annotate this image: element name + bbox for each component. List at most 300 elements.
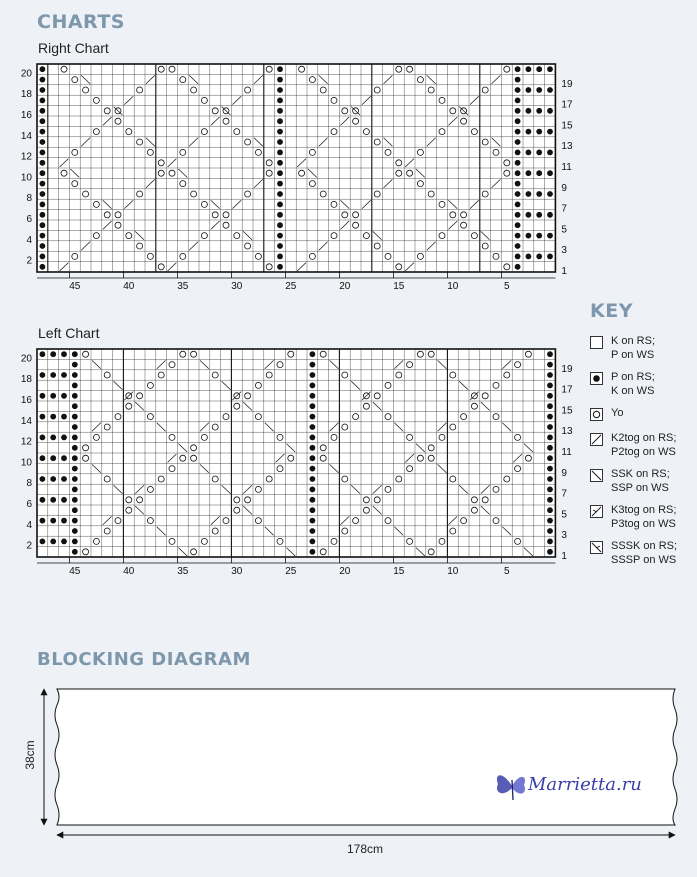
yarn-over-stitch <box>504 160 510 166</box>
yarn-over-stitch <box>482 87 488 93</box>
row-number-odd: 15 <box>561 405 573 417</box>
yarn-over-stitch <box>374 243 380 249</box>
yarn-over-stitch <box>493 253 499 259</box>
purl-stitch <box>72 362 78 368</box>
purl-stitch <box>547 362 553 368</box>
yarn-over-stitch <box>245 87 251 93</box>
yarn-over-stitch <box>407 66 413 72</box>
yarn-over-stitch <box>504 372 510 378</box>
yarn-over-stitch <box>439 233 445 239</box>
yarn-over-stitch <box>266 66 272 72</box>
yarn-over-stitch <box>83 87 89 93</box>
purl-stitch <box>277 222 283 228</box>
purl-stitch <box>40 243 46 249</box>
yarn-over-stitch <box>255 149 261 155</box>
purl-stitch <box>515 66 521 72</box>
yarn-over-stitch <box>212 424 218 430</box>
yarn-over-stitch <box>320 191 326 197</box>
purl-stitch <box>515 77 521 83</box>
row-number-even: 10 <box>20 457 32 469</box>
yarn-over-stitch <box>353 414 359 420</box>
yarn-over-stitch <box>320 549 326 555</box>
blocking-heading: BLOCKING DIAGRAM <box>37 649 251 670</box>
yarn-over-stitch <box>72 77 78 83</box>
height-label: 38cm <box>23 740 37 770</box>
yarn-over-stitch <box>374 497 380 503</box>
purl-stitch <box>40 77 46 83</box>
purl-stitch <box>547 233 553 239</box>
purl-stitch <box>40 351 46 357</box>
right-chart-title: Right Chart <box>38 40 109 56</box>
yarn-over-stitch <box>331 538 337 544</box>
yarn-over-stitch <box>191 455 197 461</box>
purl-stitch <box>277 233 283 239</box>
yarn-over-stitch <box>471 507 477 513</box>
key-item-ssk <box>590 467 690 497</box>
purl-stitch <box>40 254 46 260</box>
yarn-over-stitch <box>407 538 413 544</box>
purl-stitch <box>547 170 553 176</box>
yarn-over-stitch <box>353 222 359 228</box>
yarn-over-stitch <box>450 372 456 378</box>
purl-stitch <box>515 160 521 166</box>
yarn-over-stitch <box>450 108 456 114</box>
yarn-over-stitch <box>396 160 402 166</box>
purl-stitch <box>61 497 67 503</box>
yarn-over-stitch <box>407 362 413 368</box>
purl-stitch <box>547 455 553 461</box>
purl-stitch <box>526 87 532 93</box>
purl-stitch <box>526 170 532 176</box>
purl-stitch <box>277 202 283 208</box>
purl-stitch <box>515 191 521 197</box>
yarn-over-stitch <box>515 538 521 544</box>
purl-stitch <box>547 351 553 357</box>
purl-stitch <box>72 539 78 545</box>
row-number-even: 18 <box>20 374 32 386</box>
purl-stitch <box>277 108 283 114</box>
purl-stitch <box>515 150 521 156</box>
purl-stitch <box>61 455 67 461</box>
yarn-over-stitch <box>320 445 326 451</box>
yarn-over-stitch <box>450 424 456 430</box>
yarn-over-stitch <box>245 139 251 145</box>
yarn-over-stitch <box>363 233 369 239</box>
yarn-over-stitch <box>147 253 153 259</box>
yarn-over-stitch <box>201 129 207 135</box>
yarn-over-stitch <box>417 455 423 461</box>
yarn-over-stitch <box>137 87 143 93</box>
yarn-over-stitch <box>309 181 315 187</box>
stitch-number: 25 <box>285 566 297 577</box>
purl-stitch <box>526 254 532 260</box>
yarn-over-stitch <box>245 243 251 249</box>
yarn-over-stitch <box>525 455 531 461</box>
yarn-over-stitch <box>396 66 402 72</box>
yarn-over-stitch <box>245 191 251 197</box>
row-number-even: 18 <box>20 89 32 101</box>
yarn-over-stitch <box>342 528 348 534</box>
purl-stitch <box>50 435 56 441</box>
yarn-over-stitch <box>169 66 175 72</box>
yarn-over-stitch <box>180 77 186 83</box>
yarn-over-stitch <box>137 243 143 249</box>
yarn-over-stitch <box>450 476 456 482</box>
purl-stitch <box>72 403 78 409</box>
row-number-odd: 11 <box>561 446 572 458</box>
yarn-over-stitch <box>471 403 477 409</box>
yarn-over-stitch <box>201 201 207 207</box>
yarn-over-stitch <box>147 486 153 492</box>
purl-stitch <box>547 549 553 555</box>
row-number-odd: 7 <box>561 203 567 215</box>
yarn-over-stitch <box>515 362 521 368</box>
purl-stitch <box>515 264 521 270</box>
row-number-even: 6 <box>26 498 32 510</box>
yarn-over-stitch <box>417 253 423 259</box>
yarn-over-stitch <box>299 170 305 176</box>
yarn-over-stitch <box>309 253 315 259</box>
yarn-over-stitch <box>320 455 326 461</box>
purl-stitch <box>72 414 78 420</box>
yarn-over-stitch <box>331 129 337 135</box>
butterfly-icon <box>492 766 532 806</box>
yarn-over-stitch <box>201 97 207 103</box>
purl-stitch <box>72 424 78 430</box>
yarn-over-stitch <box>428 445 434 451</box>
row-number-even: 6 <box>26 213 32 225</box>
yarn-over-stitch <box>223 518 229 524</box>
yarn-over-stitch <box>504 264 510 270</box>
row-number-odd: 13 <box>561 426 573 438</box>
yarn-over-stitch <box>169 538 175 544</box>
purl-stitch <box>61 435 67 441</box>
yarn-over-stitch <box>93 538 99 544</box>
row-number-even: 20 <box>20 353 32 365</box>
yarn-over-stitch <box>396 264 402 270</box>
purl-stitch <box>310 414 316 420</box>
purl-stitch <box>50 372 56 378</box>
yarn-over-stitch <box>158 160 164 166</box>
purl-stitch <box>310 466 316 472</box>
yarn-over-stitch <box>342 108 348 114</box>
yarn-over-stitch <box>320 351 326 357</box>
purl-stitch <box>536 212 542 218</box>
purl-stitch <box>310 383 316 389</box>
stitch-number: 40 <box>123 281 135 292</box>
purl-stitch <box>515 181 521 187</box>
purl-stitch <box>310 528 316 534</box>
purl-stitch <box>72 518 78 524</box>
row-number-even: 8 <box>26 193 32 205</box>
row-number-odd: 19 <box>561 363 573 375</box>
yarn-over-stitch <box>115 414 121 420</box>
purl-stitch <box>547 487 553 493</box>
right-chart <box>0 58 580 298</box>
stitch-number: 30 <box>231 281 243 292</box>
key-item-purl <box>590 370 690 400</box>
purl-stitch <box>72 383 78 389</box>
purl-stitch <box>547 87 553 93</box>
purl-stitch <box>40 455 46 461</box>
purl-stitch <box>547 66 553 72</box>
purl-stitch <box>61 393 67 399</box>
row-number-even: 4 <box>26 519 32 531</box>
purl-stitch <box>72 372 78 378</box>
purl-stitch <box>515 212 521 218</box>
watermark-text: Marrietta.ru <box>528 774 642 795</box>
yarn-over-stitch <box>471 233 477 239</box>
yarn-over-stitch <box>266 264 272 270</box>
purl-stitch <box>547 403 553 409</box>
purl-stitch <box>526 66 532 72</box>
row-number-odd: 9 <box>561 467 567 479</box>
purl-stitch <box>526 212 532 218</box>
purl-stitch <box>50 539 56 545</box>
yarn-over-stitch <box>353 518 359 524</box>
yarn-over-stitch <box>255 382 261 388</box>
purl-stitch <box>310 372 316 378</box>
purl-stitch <box>40 202 46 208</box>
purl-stitch <box>515 202 521 208</box>
yarn-over-stitch <box>342 424 348 430</box>
purl-stitch <box>40 87 46 93</box>
yarn-over-stitch <box>137 139 143 145</box>
yarn-over-stitch <box>158 264 164 270</box>
yarn-over-stitch <box>482 139 488 145</box>
yarn-over-stitch <box>428 455 434 461</box>
yarn-over-stitch <box>212 476 218 482</box>
purl-stitch <box>50 351 56 357</box>
purl-stitch <box>536 233 542 239</box>
purl-stitch <box>72 549 78 555</box>
purl-stitch <box>40 476 46 482</box>
purl-stitch <box>61 539 67 545</box>
purl-stitch <box>277 191 283 197</box>
yarn-over-stitch <box>407 434 413 440</box>
yarn-over-stitch <box>147 149 153 155</box>
yarn-over-stitch <box>277 434 283 440</box>
purl-stitch <box>50 455 56 461</box>
purl-stitch <box>72 497 78 503</box>
stitch-number: 15 <box>393 566 405 577</box>
yarn-over-stitch <box>169 466 175 472</box>
yarn-over-stitch <box>223 212 229 218</box>
row-number-even: 2 <box>26 540 32 552</box>
purl-stitch <box>310 518 316 524</box>
purl-stitch <box>310 393 316 399</box>
yarn-over-stitch <box>493 149 499 155</box>
purl-stitch <box>277 254 283 260</box>
yarn-over-stitch <box>93 233 99 239</box>
stitch-number: 20 <box>339 281 351 292</box>
purl-stitch <box>547 497 553 503</box>
yarn-over-stitch <box>309 77 315 83</box>
yarn-over-stitch <box>363 129 369 135</box>
yarn-over-stitch <box>461 118 467 124</box>
key-label: SSP on WS <box>611 482 669 494</box>
purl-stitch <box>515 87 521 93</box>
purl-stitch <box>277 160 283 166</box>
yarn-over-stitch <box>493 382 499 388</box>
purl-stitch <box>547 518 553 524</box>
key-heading: KEY <box>590 300 633 322</box>
yarn-over-stitch <box>158 66 164 72</box>
yarn-over-stitch <box>504 66 510 72</box>
purl-stitch <box>72 445 78 451</box>
yarn-over-stitch <box>104 372 110 378</box>
purl-stitch <box>310 362 316 368</box>
purl-stitch <box>547 445 553 451</box>
purl-stitch <box>40 150 46 156</box>
yarn-over-stitch <box>504 476 510 482</box>
purl-stitch <box>547 476 553 482</box>
purl-stitch <box>277 243 283 249</box>
yarn-over-stitch <box>234 497 240 503</box>
purl-stitch <box>40 233 46 239</box>
key-item-k3tog <box>590 503 690 533</box>
stitch-number: 45 <box>69 566 81 577</box>
row-number-even: 8 <box>26 478 32 490</box>
yarn-over-stitch <box>396 170 402 176</box>
yarn-over-stitch <box>461 222 467 228</box>
yarn-over-stitch <box>288 455 294 461</box>
purl-stitch <box>277 129 283 135</box>
yarn-over-stitch <box>115 212 121 218</box>
purl-stitch <box>310 445 316 451</box>
yarn-over-stitch <box>83 549 89 555</box>
purl-stitch <box>72 393 78 399</box>
yarn-over-stitch <box>83 351 89 357</box>
yarn-over-stitch <box>245 497 251 503</box>
yarn-over-stitch <box>234 403 240 409</box>
yarn-over-stitch <box>363 507 369 513</box>
purl-stitch <box>277 181 283 187</box>
row-number-odd: 13 <box>561 141 573 153</box>
yarn-over-stitch <box>180 455 186 461</box>
yarn-over-stitch <box>482 497 488 503</box>
purl-stitch <box>277 212 283 218</box>
purl-stitch <box>547 393 553 399</box>
purl-stitch <box>547 150 553 156</box>
purl-stitch <box>40 372 46 378</box>
yarn-over-stitch <box>299 66 305 72</box>
row-number-even: 12 <box>20 151 32 163</box>
yarn-over-stitch <box>471 129 477 135</box>
yarn-over-stitch <box>180 181 186 187</box>
yarn-over-stitch <box>277 466 283 472</box>
stitch-number: 5 <box>504 281 510 292</box>
purl-stitch <box>72 487 78 493</box>
purl-stitch <box>40 414 46 420</box>
purl-stitch <box>310 455 316 461</box>
yarn-over-stitch <box>374 191 380 197</box>
k2tog-slash-icon <box>590 433 603 446</box>
purl-stitch <box>526 191 532 197</box>
yarn-over-stitch <box>169 170 175 176</box>
row-number-odd: 3 <box>561 530 567 542</box>
row-number-odd: 17 <box>561 99 573 111</box>
yarn-over-stitch <box>126 497 132 503</box>
yarn-over-stitch <box>515 466 521 472</box>
purl-stitch <box>526 150 532 156</box>
yarn-over-stitch <box>342 372 348 378</box>
purl-stitch <box>547 129 553 135</box>
yarn-over-stitch <box>115 118 121 124</box>
purl-stitch <box>40 98 46 104</box>
yarn-over-stitch <box>180 351 186 357</box>
yarn-over-stitch <box>180 149 186 155</box>
purl-stitch <box>526 233 532 239</box>
row-number-odd: 1 <box>561 265 567 277</box>
purl-stitch <box>547 435 553 441</box>
yarn-over-stitch <box>201 233 207 239</box>
yarn-over-stitch <box>396 372 402 378</box>
yarn-over-stitch <box>223 118 229 124</box>
yarn-over-stitch <box>115 222 121 228</box>
purl-stitch <box>526 108 532 114</box>
purl-stitch <box>515 118 521 124</box>
yarn-over-stitch <box>93 434 99 440</box>
purl-stitch <box>515 170 521 176</box>
yarn-over-stitch <box>104 212 110 218</box>
yarn-over-stitch <box>191 549 197 555</box>
yarn-over-stitch <box>147 414 153 420</box>
yarn-over-stitch <box>137 191 143 197</box>
purl-stitch <box>50 414 56 420</box>
yarn-over-stitch <box>482 393 488 399</box>
yarn-over-stitch <box>255 414 261 420</box>
purl-stitch <box>536 150 542 156</box>
yarn-over-stitch <box>158 372 164 378</box>
yarn-over-stitch <box>212 212 218 218</box>
yarn-over-stitch <box>385 149 391 155</box>
row-number-odd: 7 <box>561 488 567 500</box>
yarn-over-stitch <box>255 518 261 524</box>
key-label: Yo <box>611 407 624 419</box>
purl-stitch <box>40 181 46 187</box>
yarn-over-stitch <box>255 253 261 259</box>
purl-stitch <box>277 98 283 104</box>
yarn-over-stitch <box>104 108 110 114</box>
yarn-over-stitch <box>331 97 337 103</box>
yarn-over-stitch <box>72 149 78 155</box>
row-number-even: 12 <box>20 436 32 448</box>
row-number-odd: 5 <box>561 509 567 521</box>
purl-stitch <box>310 487 316 493</box>
yarn-over-stitch <box>93 201 99 207</box>
yarn-over-stitch <box>147 382 153 388</box>
yarn-over-stitch <box>266 372 272 378</box>
purl-stitch <box>547 539 553 545</box>
stitch-number: 25 <box>285 281 297 292</box>
purl-stitch <box>61 414 67 420</box>
yarn-over-stitch <box>191 445 197 451</box>
purl-stitch <box>526 129 532 135</box>
yarn-over-stitch <box>439 129 445 135</box>
left-chart <box>0 343 580 583</box>
yarn-over-stitch <box>191 191 197 197</box>
purl-stitch <box>50 476 56 482</box>
row-number-odd: 19 <box>561 78 573 90</box>
yarn-over-stitch <box>147 518 153 524</box>
yarn-over-stitch <box>61 66 67 72</box>
yarn-over-stitch <box>104 424 110 430</box>
purl-stitch <box>536 87 542 93</box>
purl-stitch <box>536 254 542 260</box>
purl-stitch <box>547 507 553 513</box>
key-label: SSSP on WS <box>611 554 677 566</box>
